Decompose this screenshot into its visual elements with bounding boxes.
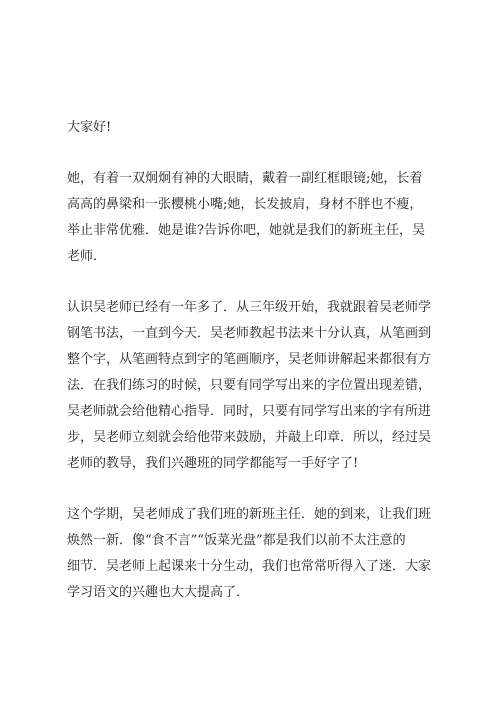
- paragraph-2-line-5: 吴老师就会给他精心指导．同时，只要有同学写出来的字有所进: [67, 404, 432, 419]
- paragraph-2-line-3: 整个字，从笔画特点到字的笔画顺序，吴老师讲解起来都很有方: [67, 352, 432, 367]
- paragraph-3-line-2: 焕然一新．像“食不言”“饭菜光盘”都是我们以前不太注意的: [67, 533, 406, 548]
- paragraph-1-line-4: 老师．: [67, 249, 107, 264]
- paragraph-2-line-1: 认识吴老师已经有一年多了．从三年级开始，我就跟着吴老师学: [67, 300, 432, 315]
- paragraph-3-line-3: 细节．吴老师上起课来十分生动，我们也常常听得入了迷．大家: [67, 559, 432, 574]
- greeting-line: 大家好!: [67, 120, 112, 135]
- paragraph-2-line-6: 步，吴老师立刻就会给他带来鼓励，并敲上印章．所以，经过吴: [67, 430, 432, 445]
- paragraph-1-line-2: 高高的鼻梁和一张樱桃小嘴;她，长发披肩，身材不胖也不瘦，: [67, 197, 423, 212]
- paragraph-2-line-4: 法．在我们练习的时候，只要有同学写出来的字位置出现差错，: [67, 378, 432, 393]
- paragraph-3-line-1: 这个学期，吴老师成了我们班的新班主任．她的到来，让我们班: [67, 507, 432, 522]
- paragraph-2-line-2: 钢笔书法，一直到今天．吴老师教起书法来十分认真，从笔画到: [67, 326, 432, 341]
- paragraph-1-line-3: 举止非常优雅．她是谁?告诉你吧，她就是我们的新班主任，吴: [67, 223, 425, 238]
- paragraph-1-line-1: 她，有着一双炯炯有神的大眼睛，戴着一副红框眼镜;她，长着: [67, 171, 423, 186]
- paragraph-3-line-4: 学习语文的兴趣也大大提高了．: [67, 585, 250, 600]
- paragraph-2-line-7: 老师的教导，我们兴趣班的同学都能写一手好字了!: [67, 456, 359, 471]
